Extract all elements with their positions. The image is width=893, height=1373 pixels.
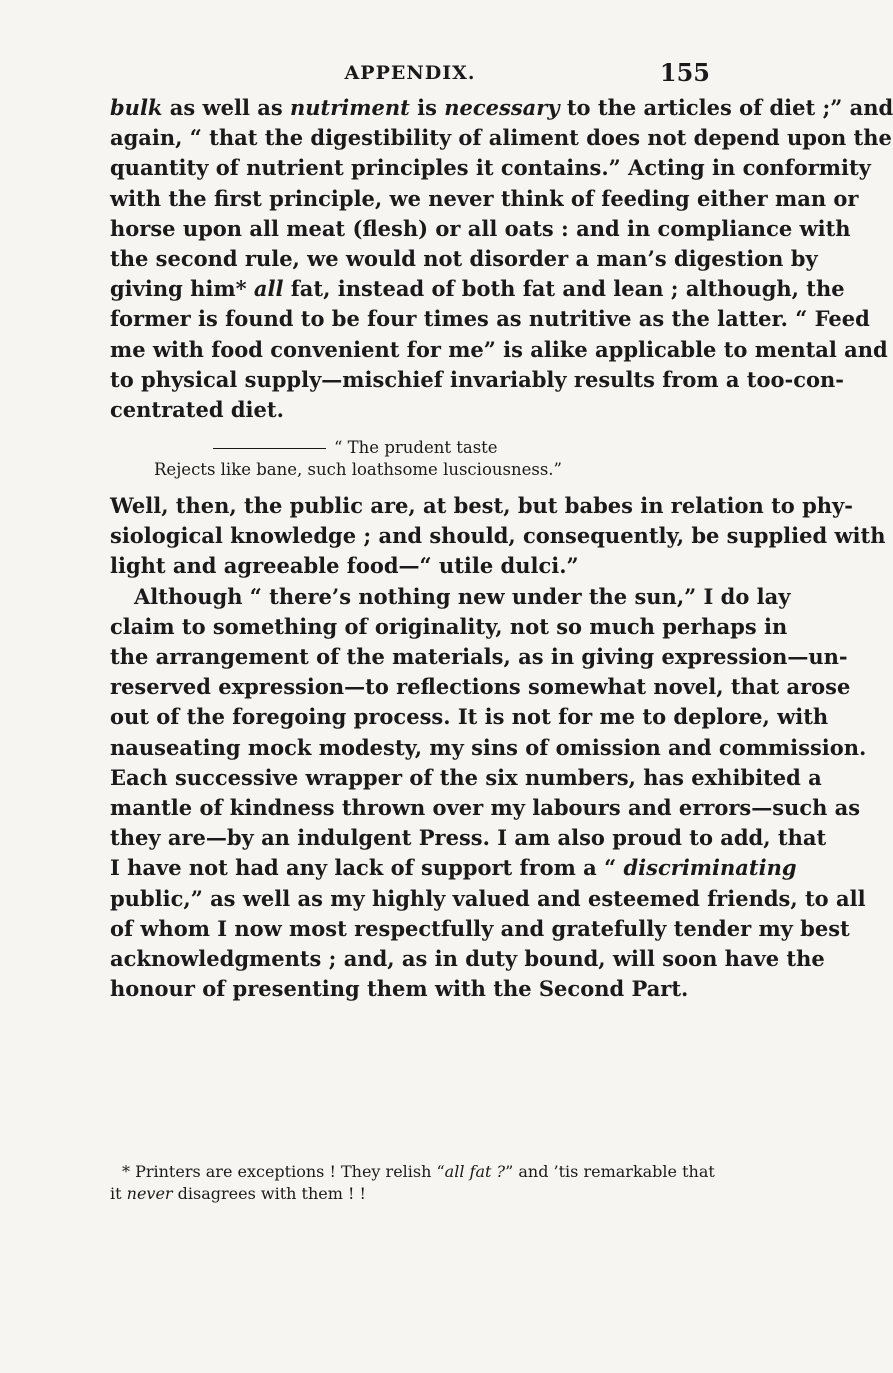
italic-text: all fat ? bbox=[444, 1162, 506, 1181]
text-segment: mantle of kindness thrown over my labours and errors—such as bbox=[110, 794, 861, 820]
text-line bbox=[110, 944, 825, 974]
italic-text: never bbox=[126, 1184, 173, 1203]
text-segment: to the articles of diet ;” and bbox=[559, 95, 893, 120]
text-line bbox=[110, 853, 797, 883]
text-line bbox=[110, 884, 866, 914]
text-segment: the arrangement of the materials, as in giving expression—un- bbox=[110, 644, 848, 669]
text-segment: acknowledgments ; and, as in duty bound, will soon have the bbox=[110, 945, 825, 971]
text-line bbox=[110, 672, 851, 702]
text-line bbox=[110, 244, 818, 274]
footnote-line bbox=[110, 1161, 715, 1183]
text-segment: quantity of nutrient principles it contains.” Acting in conformity bbox=[110, 155, 871, 181]
text-segment: of whom I now most respectfully and gratefully tender my best bbox=[110, 915, 850, 941]
text-segment: disagrees with them ! ! bbox=[172, 1184, 366, 1203]
text-segment: is bbox=[409, 95, 445, 120]
text-line bbox=[110, 365, 845, 395]
text-segment: the second rule, we would not disorder a man’s digestion by bbox=[110, 245, 818, 271]
quotation-line-2: Rejects like bane, such loathsome lusciousness.” bbox=[154, 460, 562, 480]
quotation-line-1 bbox=[110, 437, 710, 459]
text-segment: former is found to be four times as nutritive as the latter. “ Feed bbox=[110, 306, 870, 332]
text-line bbox=[110, 702, 829, 732]
text-segment: public,” as well as my highly valued and esteemed friends, to all bbox=[110, 885, 866, 911]
text-segment: centrated diet. bbox=[110, 396, 284, 422]
text-segment: * Printers are exceptions ! They relish “ bbox=[122, 1162, 445, 1181]
text-line bbox=[110, 582, 791, 612]
running-title: APPENDIX. bbox=[344, 62, 476, 84]
text-line bbox=[110, 304, 870, 334]
quotation-line-1-text: “ The prudent taste bbox=[334, 438, 498, 458]
text-segment: again, “ that the digestibility of aliment does not depend upon the bbox=[110, 125, 892, 151]
text-line bbox=[110, 274, 845, 304]
text-line bbox=[110, 974, 710, 1004]
text-segment: light and agreeable food—“ utile dulci.” bbox=[110, 553, 579, 579]
text-segment: reserved expression—to reflections somewhat novel, that arose bbox=[110, 674, 851, 700]
text-line bbox=[110, 733, 867, 763]
page-number: 155 bbox=[659, 58, 710, 87]
text-segment: with the first principle, we never think of feeding either man or bbox=[110, 185, 859, 211]
quotation-rule bbox=[213, 448, 326, 449]
text-line bbox=[110, 93, 893, 123]
page-header bbox=[110, 58, 710, 88]
italic-text: discriminating bbox=[623, 855, 797, 881]
text-segment: claim to something of originality, not so much perhaps in bbox=[110, 613, 788, 639]
text-segment: horse upon all meat (flesh) or all oats : and in compliance with bbox=[110, 215, 851, 241]
text-line bbox=[110, 153, 871, 183]
body-text bbox=[110, 93, 893, 1004]
text-line bbox=[110, 551, 710, 581]
text-line bbox=[110, 123, 892, 153]
text-line bbox=[110, 491, 853, 521]
text-line bbox=[110, 335, 888, 365]
text-segment: ” and ’tis remarkable that bbox=[505, 1162, 715, 1181]
text-line bbox=[110, 793, 861, 823]
text-segment: Well, then, the public are, at best, but babes in relation to phy- bbox=[110, 493, 853, 519]
text-segment: siological knowledge ; and should, consequently, be supplied with bbox=[110, 523, 886, 549]
text-segment: as well as bbox=[162, 95, 290, 120]
italic-text: nutriment bbox=[289, 95, 410, 120]
paragraph-2 bbox=[110, 491, 886, 582]
paragraph-3 bbox=[110, 582, 867, 1005]
italic-text: bulk bbox=[110, 95, 163, 120]
text-segment: me with food convenient for me” is alike applicable to mental and bbox=[110, 336, 888, 362]
text-line bbox=[110, 184, 859, 214]
text-segment: Although “ there’s nothing new under the sun,” I do lay bbox=[134, 583, 791, 609]
text-line bbox=[110, 914, 850, 944]
italic-text: all bbox=[253, 276, 284, 302]
text-segment: they are—by an indulgent Press. I am also proud to add, that bbox=[110, 825, 827, 851]
text-line bbox=[110, 763, 822, 793]
text-segment: Each successive wrapper of the six numbers, has exhibited a bbox=[110, 764, 822, 790]
text-line bbox=[110, 823, 827, 853]
text-segment: I have not had any lack of support from a “ bbox=[110, 855, 624, 881]
text-segment: fat, instead of both fat and lean ; although, the bbox=[283, 276, 845, 302]
text-line bbox=[110, 612, 788, 642]
text-line bbox=[110, 395, 710, 425]
text-segment: to physical supply—mischief invariably results from a too-con- bbox=[110, 366, 845, 392]
text-segment: out of the foregoing process. It is not for me to deplore, with bbox=[110, 704, 829, 730]
text-segment: honour of presenting them with the Second Part. bbox=[110, 976, 689, 1002]
text-segment: nauseating mock modesty, my sins of omission and commission. bbox=[110, 734, 867, 760]
text-line bbox=[110, 521, 886, 551]
verse-quotation bbox=[110, 437, 710, 481]
paragraph-1 bbox=[110, 93, 893, 425]
text-line bbox=[110, 214, 851, 244]
text-line bbox=[110, 642, 848, 672]
footnote-line bbox=[110, 1183, 710, 1205]
footnote bbox=[110, 1161, 715, 1205]
italic-text: necessary bbox=[444, 95, 560, 120]
text-segment: it bbox=[110, 1184, 127, 1203]
text-segment: giving him* bbox=[110, 276, 254, 302]
